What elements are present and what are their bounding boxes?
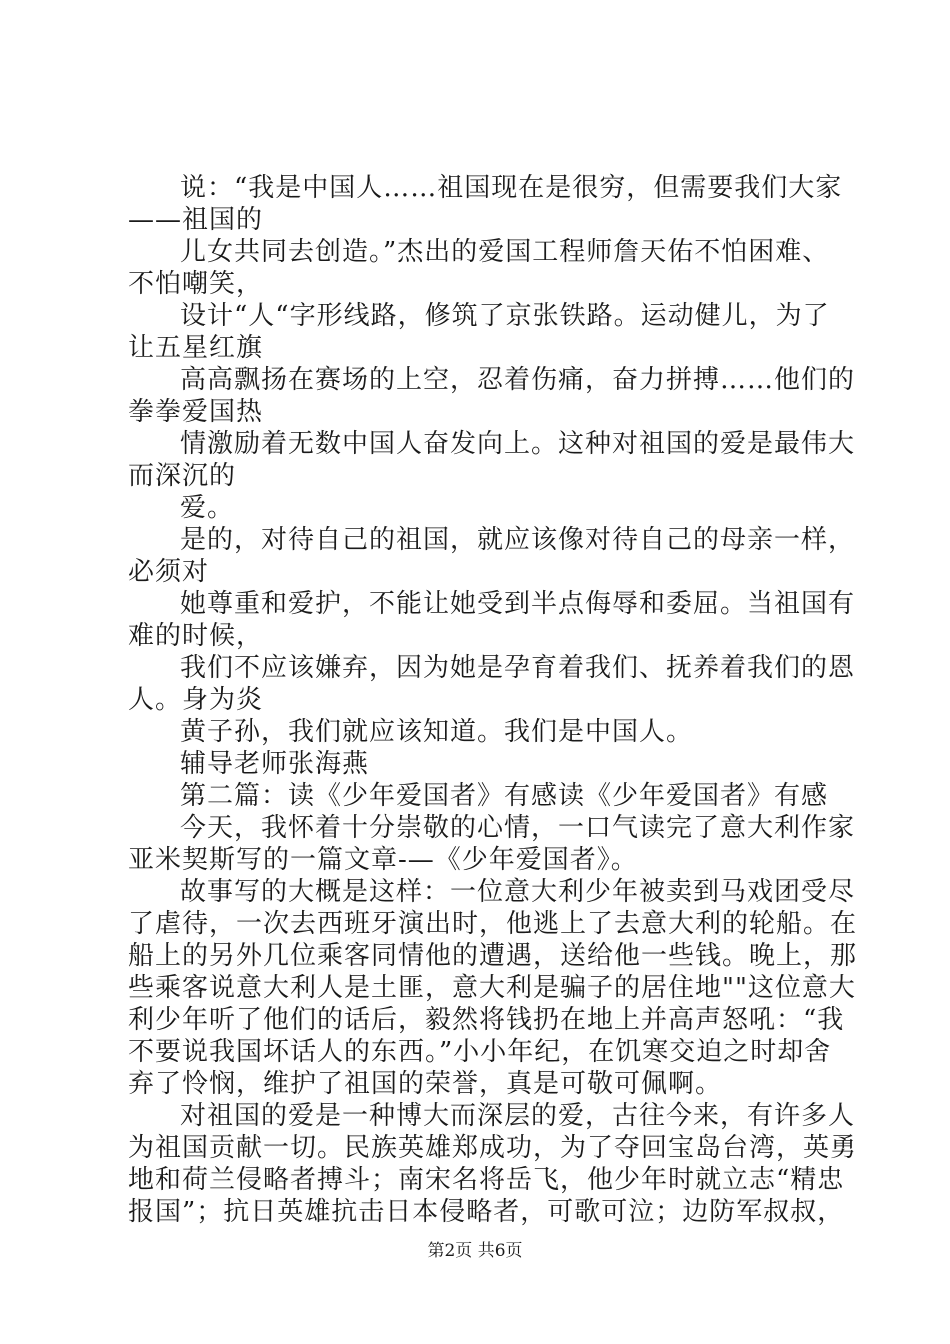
text-line: 不怕嘲笑， <box>128 269 264 299</box>
text-line: 弃了怜悯，维护了祖国的荣誉，真是可敬可佩啊。 <box>128 1069 723 1099</box>
text-line: 今天，我怀着十分崇敬的心情，一口气读完了意大利作家 <box>180 813 856 843</box>
text-line: 她尊重和爱护，不能让她受到半点侮辱和委屈。当祖国有 <box>180 589 856 619</box>
text-line: 是的，对待自己的祖国，就应该像对待自己的母亲一样， <box>180 525 856 555</box>
text-line: 必须对 <box>128 557 210 587</box>
document-body <box>128 172 858 1228</box>
text-line: 高高飘扬在赛场的上空，忍着伤痛，奋力拼搏……他们的 <box>180 365 856 395</box>
text-line: 说：“我是中国人……祖国现在是很穷，但需要我们大家 <box>180 173 843 203</box>
text-line: 了虐待，一次去西班牙演出时，他逃上了去意大利的轮船。在 <box>128 909 858 939</box>
text-line: 儿女共同去创造。”杰出的爱国工程师詹天佑不怕困难、 <box>180 237 830 267</box>
text-line: 设计“人“字形线路，修筑了京张铁路。运动健儿，为了 <box>180 301 830 331</box>
text-line: 难的时候， <box>128 621 264 651</box>
text-line: 故事写的大概是这样：一位意大利少年被卖到马戏团受尽 <box>180 877 856 907</box>
text-line: 而深沉的 <box>128 461 237 491</box>
text-line: 我们不应该嫌弃，因为她是孕育着我们、抚养着我们的恩 <box>180 653 856 683</box>
text-line: 地和荷兰侵略者搏斗；南宋名将岳飞，他少年时就立志“精忠 <box>128 1165 845 1195</box>
text-line: 利少年听了他们的话后，毅然将钱扔在地上并高声怒吼：“我 <box>128 1005 845 1035</box>
text-line: 人。身为炎 <box>128 685 264 715</box>
text-line: 报国”；抗日英雄抗击日本侵略者，可歌可泣；边防军叔叔， <box>128 1197 845 1227</box>
text-line: 亚米契斯写的一篇文章-—《少年爱国者》。 <box>128 845 638 875</box>
text-line: 拳拳爱国热 <box>128 397 264 427</box>
text-line: 船上的另外几位乘客同情他的遭遇，送给他一些钱。晚上，那 <box>128 941 858 971</box>
text-line: 辅导老师张海燕 <box>180 749 370 779</box>
text-line: 第二篇：读《少年爱国者》有感读《少年爱国者》有感 <box>180 781 829 811</box>
text-line: 些乘客说意大利人是土匪，意大利是骗子的居住地""这位意大 <box>128 973 856 1003</box>
text-line: 对祖国的爱是一种博大而深层的爱，古往今来，有许多人 <box>180 1101 856 1131</box>
text-line: ——祖国的 <box>128 205 264 235</box>
text-line: 不要说我国坏话人的东西。”小小年纪，在饥寒交迫之时却舍 <box>128 1037 832 1067</box>
text-line: 为祖国贡献一切。民族英雄郑成功，为了夺回宝岛台湾，英勇 <box>128 1133 858 1163</box>
text-line: 爱。 <box>180 493 235 523</box>
text-line: 黄子孙，我们就应该知道。我们是中国人。 <box>180 717 694 747</box>
text-line: 情激励着无数中国人奋发向上。这种对祖国的爱是最伟大 <box>180 429 856 459</box>
page-footer: 第2页 共6页 <box>427 1241 523 1261</box>
text-line: 让五星红旗 <box>128 333 264 363</box>
